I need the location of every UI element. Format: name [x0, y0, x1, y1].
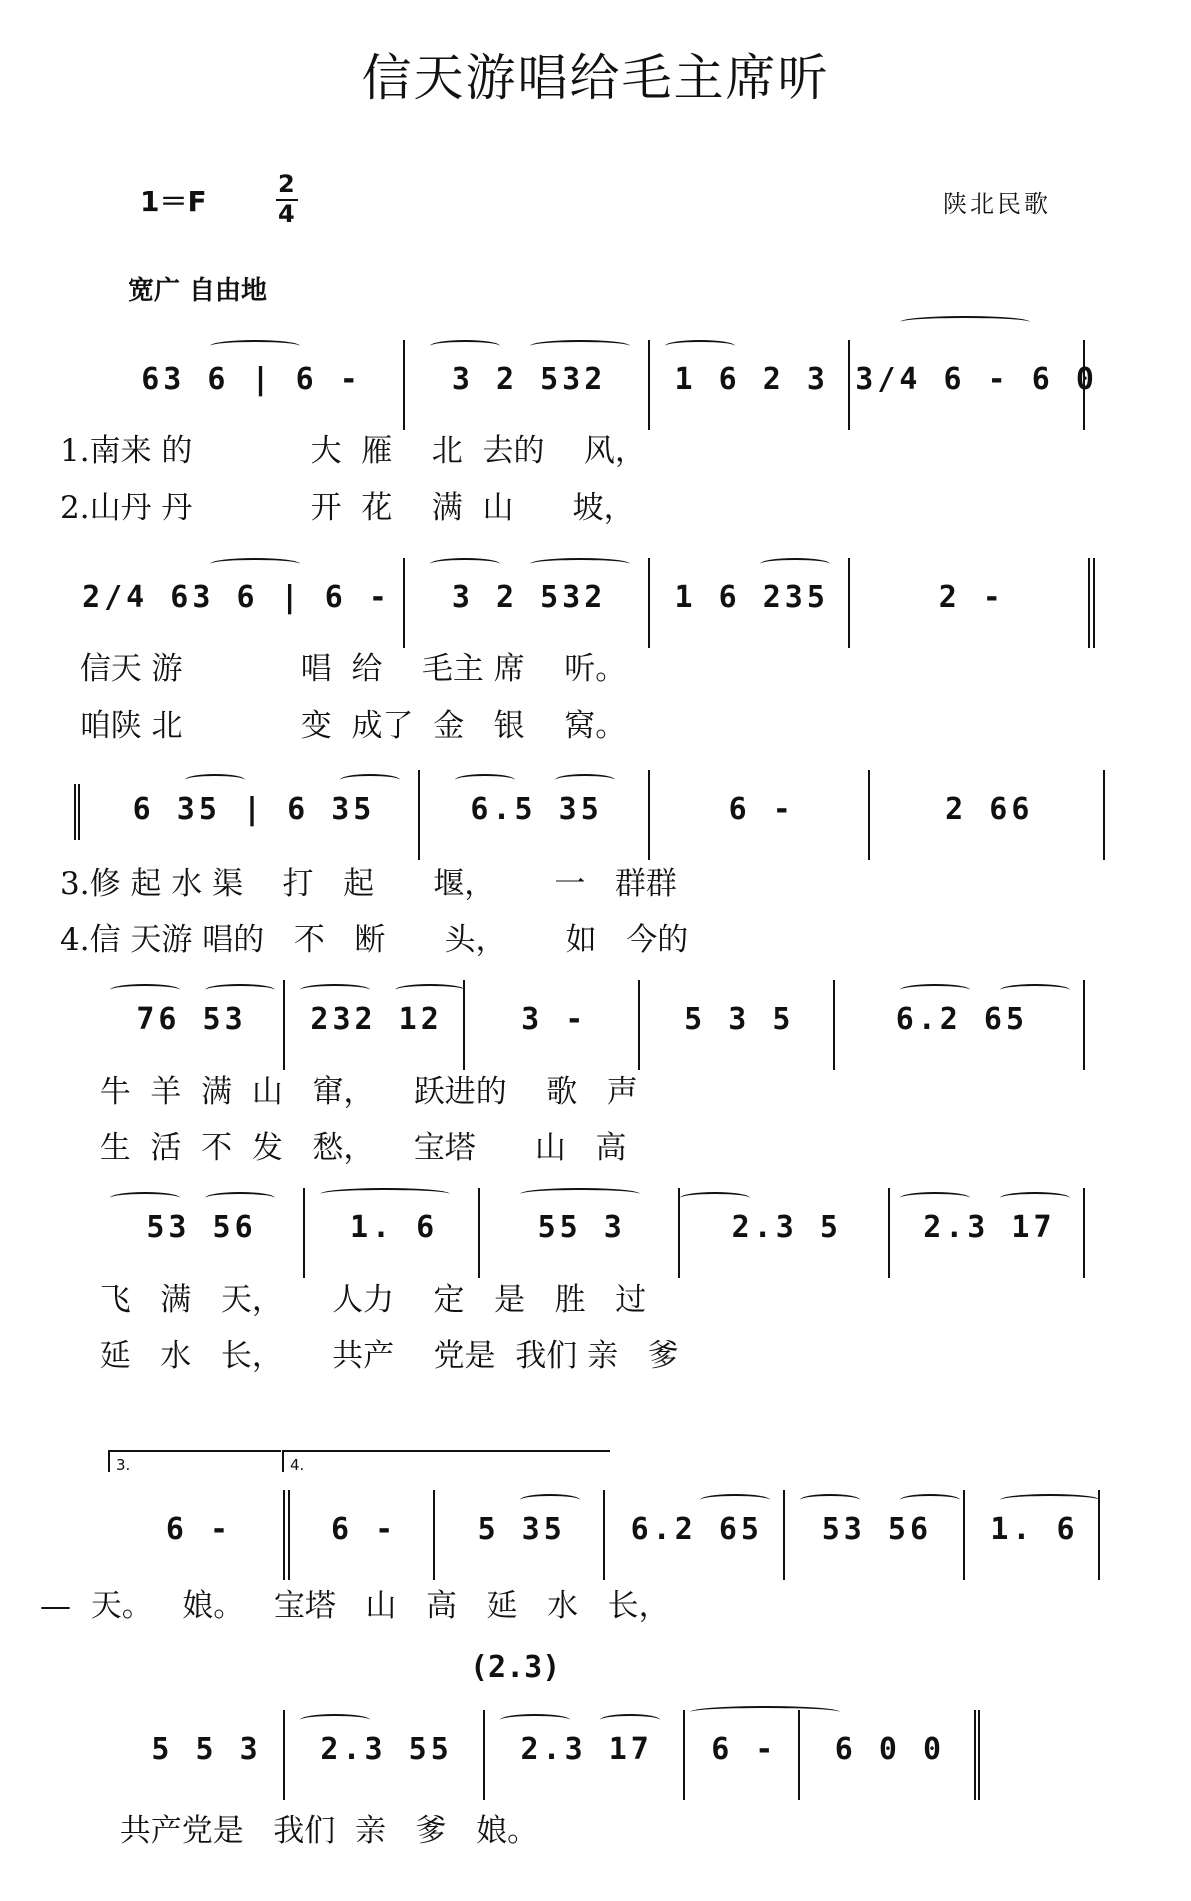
measure: 6.2 65: [610, 1490, 785, 1580]
slur: [690, 1706, 840, 1718]
measure: 76 53: [100, 980, 285, 1070]
measure: 2.3 17: [490, 1710, 685, 1800]
measure: 232 12: [290, 980, 465, 1070]
slur: [110, 984, 180, 996]
tempo-mark: 宽广 自由地: [128, 276, 268, 306]
slur: [900, 984, 970, 996]
slur: [340, 774, 400, 786]
measure: 2.3 5: [685, 1188, 890, 1278]
slur: [210, 340, 300, 352]
slur: [800, 1494, 860, 1506]
measure: 5 5 3: [130, 1710, 285, 1800]
slur: [530, 558, 630, 570]
lyric-line: 2.山丹 丹 开 花 满 山 坡，: [60, 490, 635, 526]
measure: 53 56: [790, 1490, 965, 1580]
volta-bracket: 3.: [108, 1450, 281, 1472]
slur: [185, 774, 245, 786]
measure: 63 6 | 6 -: [100, 340, 405, 430]
measure: 1. 6: [310, 1188, 480, 1278]
slur: [205, 1192, 275, 1204]
lyric-line: 咱陕 北 变 成了 金 银 窝。: [60, 708, 627, 744]
ossia-note: (2.3): [470, 1650, 561, 1685]
measure: 6 -: [655, 770, 870, 860]
measure: 6 -: [690, 1710, 800, 1800]
measure: 6.2 65: [840, 980, 1085, 1070]
slur: [520, 1188, 640, 1200]
lyric-line: 1.南来 的 大 雁 北 去的 风，: [60, 433, 646, 469]
lyric-line: 4.信 天游 唱的 不 断 头， 如 今的: [60, 922, 689, 958]
measure: 1 6 2 3: [655, 340, 850, 430]
measure: 3 -: [470, 980, 640, 1070]
slur: [1000, 984, 1070, 996]
slur: [900, 1192, 970, 1204]
volta-bracket: 4.: [282, 1450, 610, 1472]
slur: [555, 774, 615, 786]
slur: [760, 558, 830, 570]
measure: 6 0 0: [805, 1710, 980, 1800]
time-signature-top: 2: [278, 170, 295, 198]
measure: 3/4 6 - 6 0: [855, 340, 1085, 430]
measure: 3 2 532: [410, 558, 650, 648]
slur: [665, 340, 735, 352]
lyric-line: 信天 游 唱 给 毛主 席 听。: [60, 651, 627, 687]
lyric-line: 飞 满 天， 人力 定 是 胜 过: [80, 1282, 647, 1318]
slur: [320, 1188, 450, 1200]
repeat-start-bar: [74, 784, 80, 840]
origin-label: 陕北民歌: [943, 190, 1051, 218]
slur: [520, 1494, 580, 1506]
slur: [680, 1192, 750, 1204]
slur: [1000, 1192, 1070, 1204]
song-title: 信天游唱给毛主席听: [361, 49, 830, 107]
measure: 3 2 532: [410, 340, 650, 430]
slur: [395, 984, 465, 996]
slur: [300, 984, 370, 996]
measure: 6.5 35: [425, 770, 650, 860]
measure: 6 -: [295, 1490, 435, 1580]
measure: 1. 6: [970, 1490, 1100, 1580]
measure: 2 -: [855, 558, 1095, 648]
slur: [500, 1714, 570, 1726]
measure: 6 -: [115, 1490, 290, 1580]
lyric-line: — 天。 娘。 宝塔 山 高 延 水 长，: [40, 1588, 670, 1624]
measure: 2 66: [875, 770, 1105, 860]
measure: 2.3 17: [895, 1188, 1085, 1278]
measure: 6 35 | 6 35: [90, 770, 420, 860]
time-signature-bottom: 4: [278, 200, 295, 228]
lyric-line: 延 水 长， 共产 党是 我们 亲 爹: [80, 1338, 679, 1374]
slur: [430, 558, 500, 570]
slur: [900, 1494, 960, 1506]
slur: [110, 1192, 180, 1204]
measure: 2/4 63 6 | 6 -: [70, 558, 405, 648]
measure: 2.3 55: [290, 1710, 485, 1800]
key-signature: 1＝F: [140, 185, 207, 218]
slur: [900, 316, 1030, 328]
slur: [600, 1714, 660, 1726]
lyric-line: 牛 羊 满 山 窜， 跃进的 歌 声: [80, 1074, 638, 1110]
slur: [1000, 1494, 1100, 1506]
slur: [530, 340, 630, 352]
measure: 5 3 5: [645, 980, 835, 1070]
lyric-line: 3.修 起 水 渠 打 起 堰， 一 群群: [60, 866, 677, 902]
measure: 1 6 235: [655, 558, 850, 648]
slur: [700, 1494, 770, 1506]
lyric-line: 共产党是 我们 亲 爹 娘。: [100, 1813, 539, 1849]
slur: [205, 984, 275, 996]
measure: 55 3: [485, 1188, 680, 1278]
slur: [430, 340, 500, 352]
slur: [300, 1714, 370, 1726]
slur: [210, 558, 300, 570]
measure: 53 56: [100, 1188, 305, 1278]
lyric-line: 生 活 不 发 愁， 宝塔 山 高: [80, 1130, 627, 1166]
slur: [455, 774, 515, 786]
measure: 5 35: [440, 1490, 605, 1580]
